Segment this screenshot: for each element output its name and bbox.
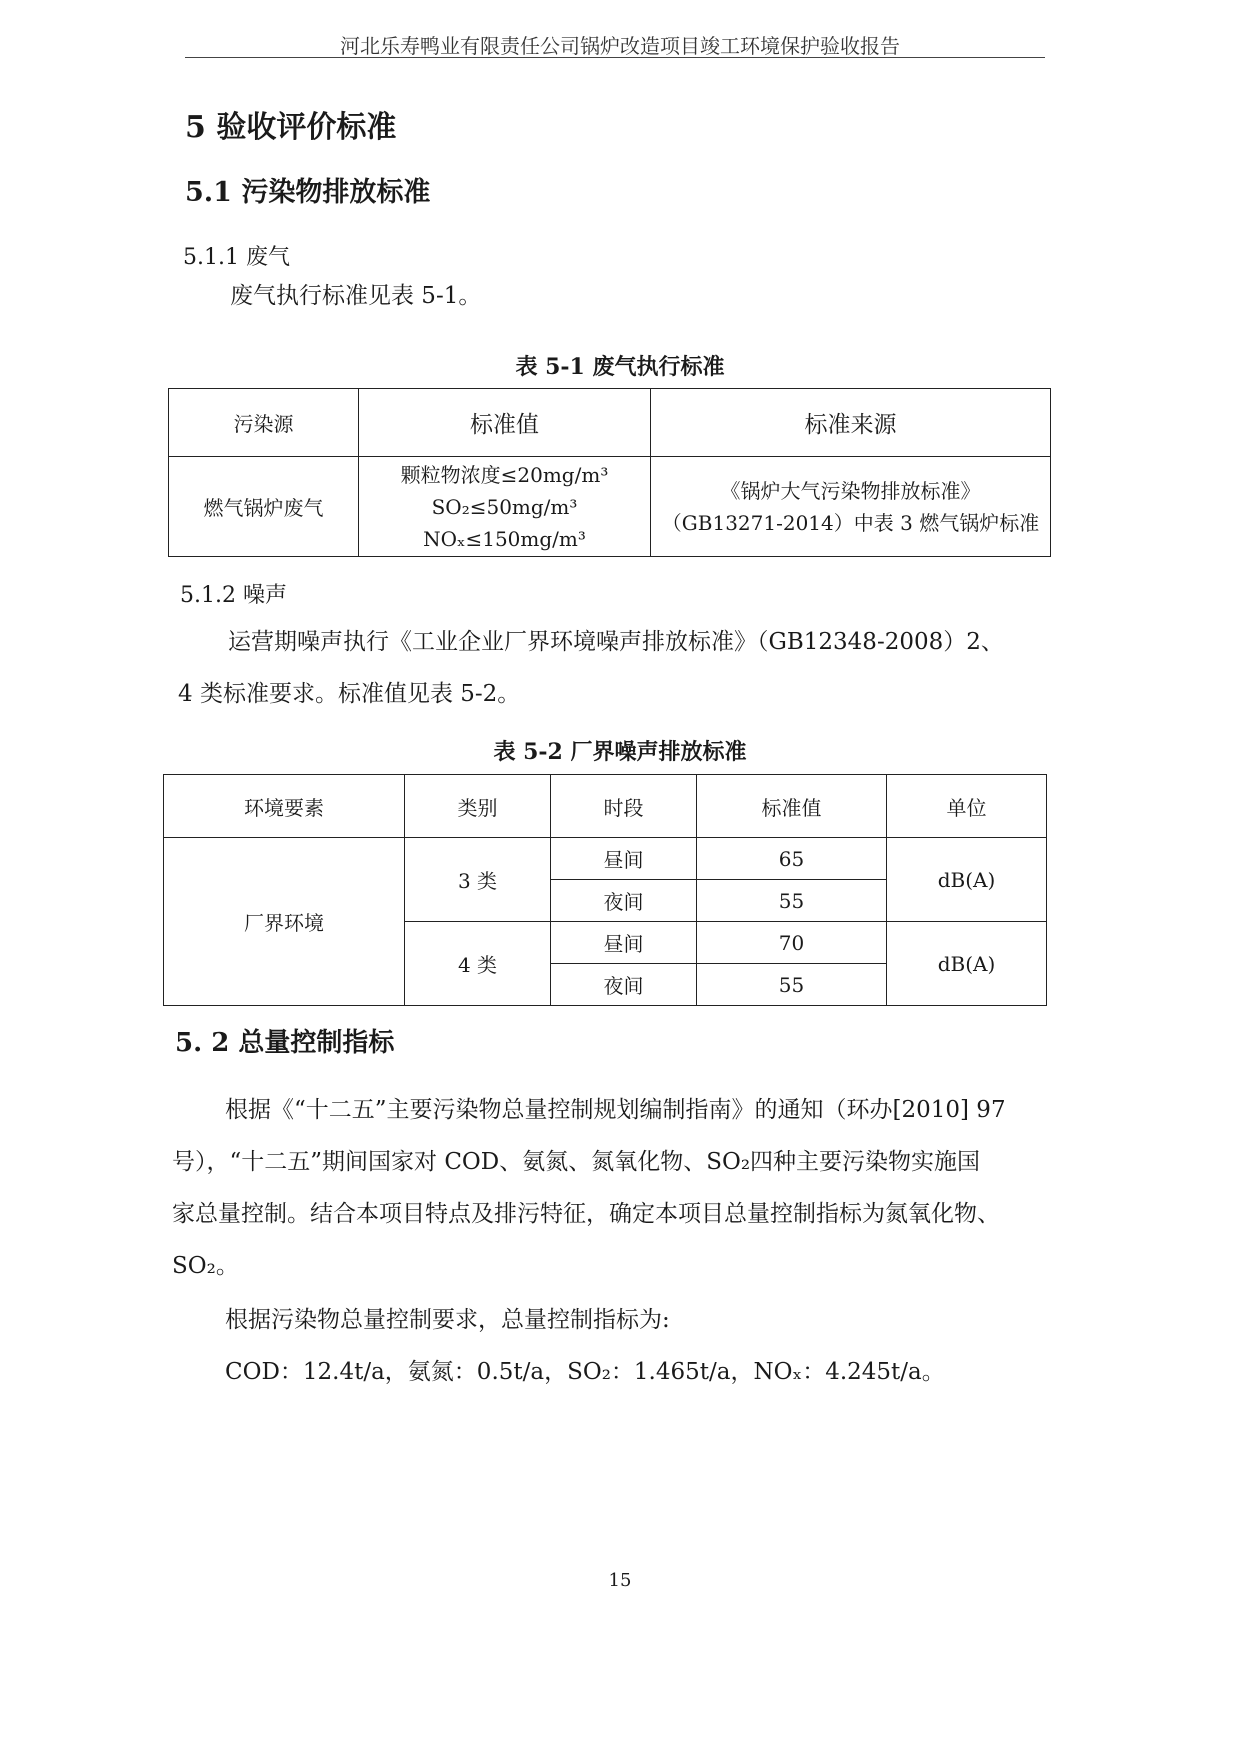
table-5-2-header-unit: 单位 [887, 775, 1047, 838]
table-5-2-caption: 表 5-2 厂界噪声排放标准 [493, 739, 747, 765]
table-5-1-cell-values [359, 457, 651, 557]
value-particulate: 颗粒物浓度≤20mg/m³ [400, 462, 609, 487]
table-5-2-cell-value: 55 [697, 880, 887, 922]
table-5-1 [168, 388, 1051, 557]
table-5-2-cell-period: 夜间 [551, 880, 697, 922]
table-5-1-cell-source: 燃气锅炉废气 [169, 457, 359, 557]
table-5-2-cell-category-3: 3 类 [405, 838, 551, 922]
section-5-2-para-1-line-4: SO₂。 [172, 1253, 239, 1279]
table-5-2-cell-unit: dB(A) [887, 922, 1047, 1006]
table-5-1-cell-origin [651, 457, 1051, 557]
table-5-1-header-origin: 标准来源 [651, 389, 1051, 457]
section-5-1-2-line-2: 4 类标准要求。标准值见表 5-2。 [178, 681, 521, 707]
section-5-2-para-1-line-2: 号），“十二五”期间国家对 COD、氨氮、氮氧化物、SO₂四种主要污染物实施国 [172, 1149, 981, 1175]
section-5-2-title: 5. 2 总量控制指标 [175, 1028, 395, 1058]
table-5-1-header-value: 标准值 [359, 389, 651, 457]
page-number: 15 [608, 1570, 632, 1591]
table-5-2-cell-value: 70 [697, 922, 887, 964]
section-5-1-title: 5.1 污染物排放标准 [185, 177, 431, 208]
table-5-2-cell-unit: dB(A) [887, 838, 1047, 922]
table-5-2-cell-period: 夜间 [551, 964, 697, 1006]
table-5-2-header-category: 类别 [405, 775, 551, 838]
table-5-2-cell-value: 55 [697, 964, 887, 1006]
section-5-1-2-line-1: 运营期噪声执行《工业企业厂界环境噪声排放标准》（GB12348-2008）2、 [228, 629, 1004, 655]
section-5-2-para-1-line-3: 家总量控制。结合本项目特点及排污特征，确定本项目总量控制指标为氮氧化物、 [172, 1201, 1000, 1227]
table-5-2-cell-period: 昼间 [551, 922, 697, 964]
section-5-2-para-3: COD：12.4t/a，氨氮：0.5t/a，SO₂：1.465t/a，NOₓ：4.245t/a。 [225, 1359, 945, 1385]
table-5-1-header-source: 污染源 [169, 389, 359, 457]
table-5-2-cell-element: 厂界环境 [164, 838, 405, 1006]
value-so2: SO₂≤50mg/m³ [431, 494, 578, 519]
section-5-2-para-1-line-1: 根据《“十二五”主要污染物总量控制规划编制指南》的通知（环办[2010] 97 [225, 1097, 1006, 1123]
page-header: 河北乐寿鸭业有限责任公司锅炉改造项目竣工环境保护验收报告 [340, 34, 900, 58]
value-nox: NOₓ≤150mg/m³ [423, 526, 586, 551]
section-5-1-1-text: 废气执行标准见表 5-1。 [230, 283, 482, 309]
origin-line-1: 《锅炉大气污染物排放标准》 [720, 478, 981, 503]
table-5-2 [163, 774, 1047, 1006]
table-5-2-header-period: 时段 [551, 775, 697, 838]
header-divider [185, 57, 1045, 58]
section-5-2-para-2: 根据污染物总量控制要求，总量控制指标为: [225, 1307, 670, 1333]
table-5-2-cell-period: 昼间 [551, 838, 697, 880]
section-5-1-2-title: 5.1.2 噪声 [180, 583, 287, 608]
table-5-1-caption: 表 5-1 废气执行标准 [515, 354, 725, 380]
origin-line-2: （GB13271-2014）中表 3 燃气锅炉标准 [661, 510, 1040, 535]
table-5-2-cell-value: 65 [697, 838, 887, 880]
section-5-title: 5 验收评价标准 [185, 110, 397, 145]
table-5-2-header-element: 环境要素 [164, 775, 405, 838]
section-5-1-1-title: 5.1.1 废气 [183, 245, 290, 270]
table-5-2-header-value: 标准值 [697, 775, 887, 838]
table-5-2-cell-category-4: 4 类 [405, 922, 551, 1006]
